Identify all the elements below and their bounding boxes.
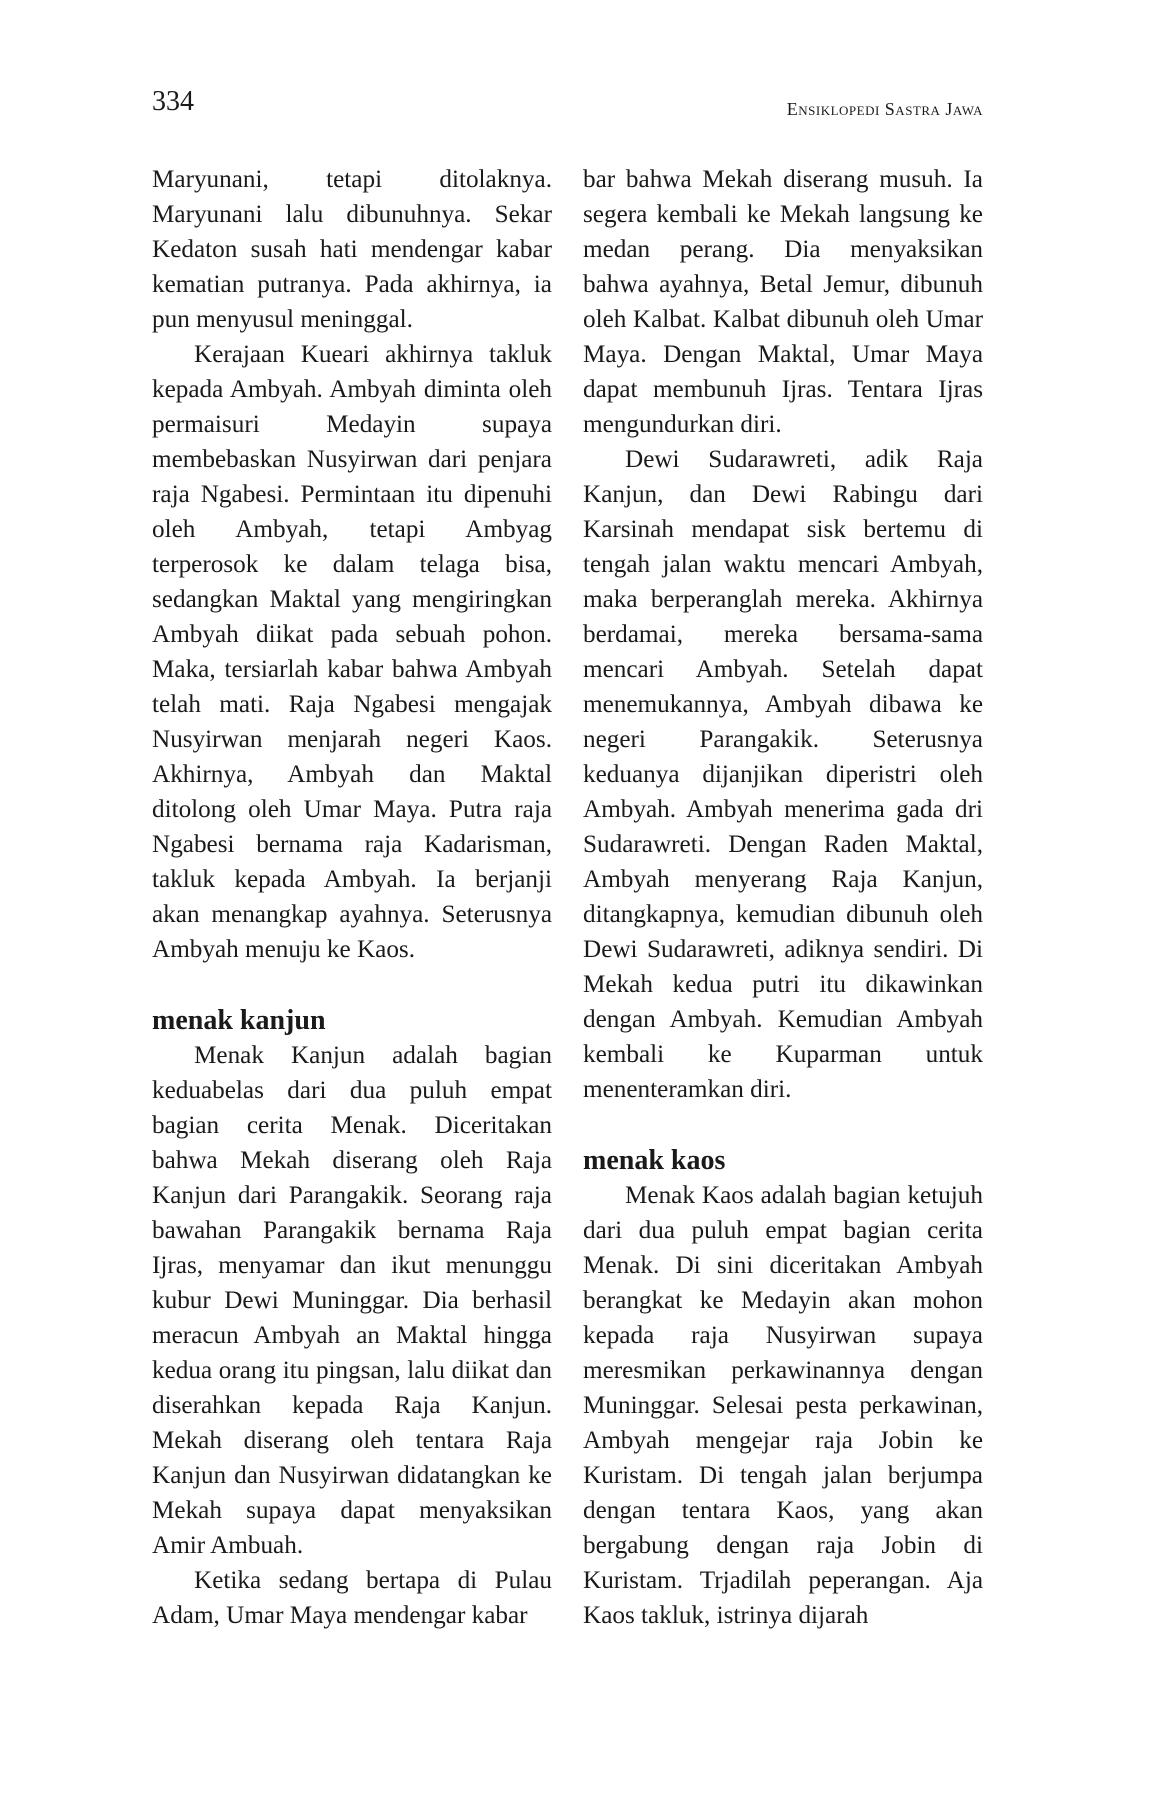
paragraph: Ketika sedang bertapa di Pulau Adam, Umar Maya mendengar kabar	[152, 1567, 552, 1629]
right-column	[583, 162, 983, 1633]
entry-title: menak kanjun	[152, 1005, 326, 1036]
running-title: Ensiklopedi Sastra Jawa	[786, 99, 983, 119]
left-column	[152, 162, 552, 1633]
paragraph: bar bahwa Mekah diserang musuh. Ia segera kembali ke Mekah langsung ke medan perang. Dia menyaksikan bahwa ayahnya, Betal Jemur, dibunuh oleh Kalbat. Kalbat dibunuh oleh Umar Maya. Dengan Maktal, Umar Maya dapat membunuh Ijras. Tentara Ijras mengundurkan diri.	[583, 166, 983, 438]
paragraph: Menak Kaos adalah bagian ketujuh dari dua puluh empat bagian cerita Menak. Di sini diceritakan Ambyah berangkat ke Medayin akan mohon kepada raja Nusyirwan supaya meresmikan perkawinannya dengan Muninggar. Selesai pesta perkawinan, Ambyah mengejar raja Jobin ke Kuristam. Di tengah jalan berjumpa dengan tentara Kaos, yang akan bergabung dengan raja Jobin di Kuristam. Trjadilah peperangan. Aja Kaos takluk, istrinya dijarah	[583, 1182, 983, 1629]
paragraph: Maryunani, tetapi ditolaknya. Maryunani lalu dibunuhnya. Sekar Kedaton susah hati mendengar kabar kematian putranya. Pada akhirnya, ia pun menyusul meninggal.	[152, 166, 552, 333]
paragraph: Menak Kanjun adalah bagian keduabelas dari dua puluh empat bagian cerita Menak. Diceritakan bahwa Mekah diserang oleh Raja Kanjun dari Parangakik. Seorang raja bawahan Parangakik bernama Raja Ijras, menyamar dan ikut menunggu kubur Dewi Muninggar. Dia berhasil meracun Ambyah an Maktal hingga kedua orang itu pingsan, lalu diikat dan diserahkan kepada Raja Kanjun. Mekah diserang oleh tentara Raja Kanjun dan Nusyirwan didatangkan ke Mekah supaya dapat menyaksikan Amir Ambuah.	[152, 1042, 552, 1559]
entry-title: menak kaos	[583, 1145, 726, 1176]
paragraph: Dewi Sudarawreti, adik Raja Kanjun, dan Dewi Rabingu dari Karsinah mendapat sisk bertemu di tengah jalan waktu mencari Ambyah, maka berperanglah mereka. Akhirnya berdamai, mereka bersama-sama mencari Ambyah. Setelah dapat menemukannya, Ambyah dibawa ke negeri Parangakik. Seterusnya keduanya dijanjikan diperistri oleh Ambyah. Ambyah menerima gada dri Sudarawreti. Dengan Raden Maktal, Ambyah menyerang Raja Kanjun, ditangkapnya, kemudian dibunuh oleh Dewi Sudarawreti, adiknya sendiri. Di Mekah kedua putri itu dikawinkan dengan Ambyah. Kemudian Ambyah kembali ke Kuparman untuk menenteramkan diri.	[583, 446, 983, 1103]
paragraph: Kerajaan Kueari akhirnya takluk kepada Ambyah. Ambyah diminta oleh permaisuri Medayin supaya membebaskan Nusyirwan dari penjara raja Ngabesi. Permintaan itu dipenuhi oleh Ambyah, tetapi Ambyag terperosok ke dalam telaga bisa, sedangkan Maktal yang mengiringkan Ambyah diikat pada sebuah pohon. Maka, tersiarlah kabar bahwa Ambyah telah mati. Raja Ngabesi mengajak Nusyirwan menjarah negeri Kaos. Akhirnya, Ambyah dan Maktal ditolong oleh Umar Maya. Putra raja Ngabesi bernama raja Kadarisman, takluk kepada Ambyah. Ia berjanji akan menangkap ayahnya. Seterusnya Ambyah menuju ke Kaos.	[152, 341, 552, 963]
page-header	[0, 0, 1162, 140]
page-number: 334	[152, 86, 194, 117]
